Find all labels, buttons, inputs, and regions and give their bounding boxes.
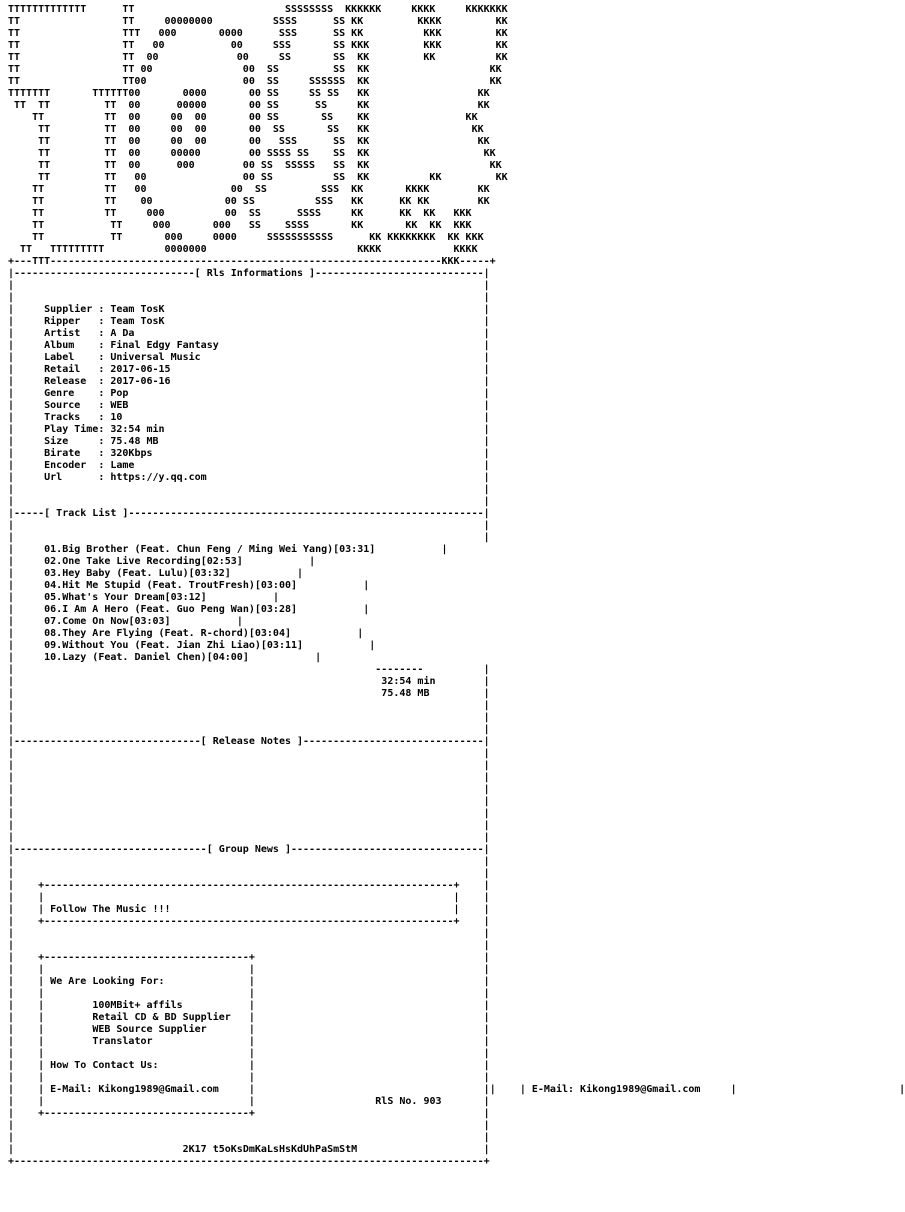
- logo-line: TT TTT 000 0000 SSS SS KK KKK KK: [8, 28, 508, 39]
- info-label: Release: [44, 376, 99, 387]
- nfo-document: TTTTTTTTTTTTT TT SSSSSSSS KKKKKK KKKK KKKKKKK TT TT 00000000 SSSS SS KK KKKK KK TT TTT 000 0000 SSS SS KK KKK KK TT TT 00 00 SSS SS KKK KKK KK TT TT 00 00 SS SS KK KK KK TT TT 00 00 SS SS KK KK TT TT00 00 SS SSSSSS KK KK TTTTTTT TTTTTT00 0000 00 SS SS SS KK KK TT TT TT 00 00000 00 SS SS KK KK TT TT 00 00 00 00 SS SS KK KK TT TT 00 00 00 00 SS SS KK KK TT TT 00 00 00 00 SSS SS KK KK TT TT 00 00000 00 SSSS SS SS KK KK TT TT 00 000 00 SS SSSSS SS KK KK TT TT 00 00 SS SS KK KK KK TT TT 00 00 SS SSS KK KKKK KK TT TT 00 00 SS SSS KK KK KK KK TT TT 000 00 SS SSSS KK KK KK KKK TT TT 000 000 SS SSSS KK KK KK KKK TT TT 000 0000 SSSSSSSSSSS KK KKKKKKKK KK KKK TT TTTTTTTTT 0000000 KKKK KKKK +---TTT-----------------------------------------------------------------KKK-----+ |------------------------------[ Rls Informations ]----------------------------| | | | | | Supplier : Team TosK | | Ripper : Team TosK | | Artist : A Da | | Album : Final Edgy Fantasy | | Label : Universal Music | | Retail : 2017-06-15 | | Release : 2017-06-16 | | Genre : Pop | | Source : WEB | | Tracks : 10 | | Play Time: 32:54 min | | Size : 75.48 MB | | Birate : 320Kbps | | Encoder : Lame | | Url : https://y.qq.com | | | | | |-----[ Track List ]-----------------------------------------------------------| | | | | | 01.Big Brother (Feat. Chun Feng / Ming Wei Yang)[03:31] | | 02.One Take Live Recording[02:53] | | 03.Hey Baby (Feat. Lulu)[03:32] | | 04.Hit Me Stupid (Feat. TroutFresh)[03:00] | | 05.What's Your Dream[03:12] | | 06.I Am A Hero (Feat. Guo Peng Wan)[03:28] | | 07.Come On Now[03:03] | | 08.They Are Flying (Feat. R-chord)[03:04] | | 09.Without You (Feat. Jian Zhi Liao)[03:11] | | 10.Lazy (Feat. Daniel Chen)[04:00] | | -------- | | 32:54 min | | 75.48 MB | | | | | | | |-------------------------------[ Release Notes ]------------------------------| | | | | | | | | | | | | | | | | |--------------------------------[ Group News ]--------------------------------| | | | | | +--------------------------------------------------------------------+ | | | | | | | Follow The Music !!! | | | +--------------------------------------------------------------------+ | | | | | | +----------------------------------+ | | | | | | | We Are Looking For: | | | | | | | | 100MBit+ affils | | | | Retail CD & BD Supplier | | | | WEB Source Supplier | | | | Translator | | | | | | | | How To Contact Us: | | | | | | | | E-Mail: Kikong1989@Gmail.com | || | E-Mail: Kikong1989@Gmail.com | | | | | RlS No. 903 | | +----------------------------------+ | | | | | | 2K17 t5oKsDmKaLsHsKdUhPaSmStM | +------------------------------------------------------------------------------+: [8, 4, 905, 1167]
- track-title: 03.Hey Baby (Feat. Lulu): [44, 568, 189, 579]
- logo-line: TT TT 00 000 00 SS SSSSS SS KK KK: [8, 160, 502, 171]
- track-title: 02.One Take Live Recording: [44, 556, 201, 567]
- logo-line: TT TT 000 000 SS SSSS KK KK KK KKK: [8, 220, 472, 231]
- logo-line: TT TT 00 00 SS SSS KK KKKK KK: [8, 184, 490, 195]
- info-label: Supplier: [44, 304, 99, 315]
- info-label: Size: [44, 436, 99, 447]
- info-label: Url: [44, 472, 99, 483]
- logo-line: TT TT 00 00 SSS SS KKK KKK KK: [8, 40, 508, 51]
- logo-line: TT TT 00 00 SS SS KK KK KK: [8, 172, 508, 183]
- track-title: 10.Lazy (Feat. Daniel Chen): [44, 652, 207, 663]
- section-header-notes: [ Release Notes ]: [200, 736, 304, 747]
- logo-line: TTTTTTTTTTTTT TT SSSSSSSS KKKKKK KKKK KKKKKKK: [8, 4, 508, 15]
- info-value: Team TosK: [110, 304, 165, 315]
- info-label: Play Time: [44, 424, 99, 435]
- email-label: E-Mail:: [531, 1084, 575, 1095]
- totals-separator: --------: [375, 664, 424, 675]
- track-time: [03:32]: [188, 568, 231, 579]
- info-label: Encoder: [44, 460, 99, 471]
- logo-line: TT TT 00 00 00 00 SS SS KK KK: [8, 124, 484, 135]
- info-value: Lame: [110, 460, 135, 471]
- looking-item: Retail CD & BD Supplier: [92, 1012, 231, 1023]
- email-link[interactable]: Kikong1989@Gmail.com: [580, 1084, 701, 1095]
- looking-item: Translator: [92, 1036, 153, 1047]
- track-time: [03:04]: [248, 628, 291, 639]
- logo-line: TT TT00 00 SS SSSSSS KK KK: [8, 76, 502, 87]
- track-time: [03:28]: [254, 604, 298, 615]
- info-label: Artist: [44, 328, 99, 339]
- section-header-news: [ Group News ]: [206, 844, 291, 855]
- email-label: E-Mail:: [50, 1084, 93, 1095]
- info-value: A Da: [110, 328, 135, 339]
- track-title: 07.Come On Now: [44, 616, 129, 627]
- logo-line: TT TT 00 00000 00 SSSS SS SS KK KK: [8, 148, 496, 159]
- logo-line: TT TT 00 00 SS SS KK KK: [8, 64, 502, 75]
- frame-top: +---TTT-----------------------------------------------------------------KKK-----+: [8, 256, 496, 267]
- info-value: Final Edgy Fantasy: [110, 340, 219, 351]
- info-label: Retail: [44, 364, 99, 375]
- logo-line: TT TT 00 00 00 00 SS SS KK KK: [8, 112, 478, 123]
- logo-line: TT TT TT 00 00000 00 SS SS KK KK: [8, 100, 490, 111]
- track-time: [03:12]: [164, 592, 207, 603]
- info-value: 2017-06-15: [110, 364, 171, 375]
- total-time: 32:54 min: [381, 676, 436, 687]
- track-time: [02:53]: [200, 556, 243, 567]
- info-value: 75.48 MB: [110, 436, 159, 447]
- logo-line: TT TT 00 00 SS SSS KK KK KK KK: [8, 196, 490, 207]
- logo-line: TT TT 000 0000 SSSSSSSSSSS KK KKKKKKKK KK KKK: [8, 232, 484, 243]
- track-time: [04:00]: [206, 652, 249, 663]
- section-header-info: [ Rls Informations ]: [194, 268, 316, 279]
- total-size: 75.48 MB: [381, 688, 430, 699]
- track-time: [03:31]: [333, 544, 376, 555]
- track-title: 09.Without You (Feat. Jian Zhi Liao): [44, 640, 261, 651]
- info-value: 32:54 min: [110, 424, 165, 435]
- contact-heading: How To Contact Us:: [50, 1060, 159, 1071]
- info-value: Team TosK: [110, 316, 165, 327]
- track-title: 01.Big Brother (Feat. Chun Feng / Ming Wei Yang): [44, 544, 334, 555]
- info-value: 10: [110, 412, 123, 423]
- follow-text: Follow The Music !!!: [50, 904, 171, 915]
- info-label: Birate: [44, 448, 99, 459]
- looking-for: We Are Looking For:: [50, 976, 165, 987]
- logo-line: TT TT 000 00 SS SSSS KK KK KK KKK: [8, 208, 472, 219]
- track-time: [03:03]: [128, 616, 171, 627]
- track-time: [03:11]: [260, 640, 304, 651]
- section-header-tracks: [ Track List ]: [44, 508, 129, 519]
- logo-line: TT TTTTTTTTT 0000000 KKKK KKKK: [8, 244, 478, 255]
- info-label: Tracks: [44, 412, 99, 423]
- track-title: 04.Hit Me Stupid (Feat. TroutFresh): [44, 580, 255, 591]
- release-number: RlS No. 903: [375, 1096, 442, 1107]
- info-label: Genre: [44, 388, 99, 399]
- logo-line: TTTTTTT TTTTTT00 0000 00 SS SS SS KK KK: [8, 88, 490, 99]
- info-value: https://y.qq.com: [110, 472, 207, 483]
- email-link[interactable]: Kikong1989@Gmail.com: [98, 1084, 219, 1095]
- logo-line: TT TT 00000000 SSSS SS KK KKKK KK: [8, 16, 508, 27]
- info-value: Universal Music: [110, 352, 201, 363]
- track-title: 08.They Are Flying (Feat. R-chord): [44, 628, 249, 639]
- footer-signature: 2K17 t5oKsDmKaLsHsKdUhPaSmStM: [182, 1144, 358, 1155]
- track-title: 05.What's Your Dream: [44, 592, 165, 603]
- looking-item: 100MBit+ affils: [92, 1000, 183, 1011]
- info-value: Pop: [110, 388, 129, 399]
- info-label: Label: [44, 352, 99, 363]
- looking-item: WEB Source Supplier: [92, 1024, 207, 1035]
- info-value: 2017-06-16: [110, 376, 171, 387]
- info-label: Ripper: [44, 316, 99, 327]
- info-label: Source: [44, 400, 99, 411]
- info-label: Album: [44, 340, 99, 351]
- info-value: WEB: [110, 400, 129, 411]
- logo-line: TT TT 00 00 SS SS KK KK KK: [8, 52, 508, 63]
- track-time: [03:00]: [254, 580, 298, 591]
- frame-bottom: +------------------------------------------------------------------------------+: [8, 1156, 490, 1167]
- info-value: 320Kbps: [110, 448, 153, 459]
- logo-line: TT TT 00 00 00 00 SSS SS KK KK: [8, 136, 490, 147]
- track-title: 06.I Am A Hero (Feat. Guo Peng Wan): [44, 604, 255, 615]
